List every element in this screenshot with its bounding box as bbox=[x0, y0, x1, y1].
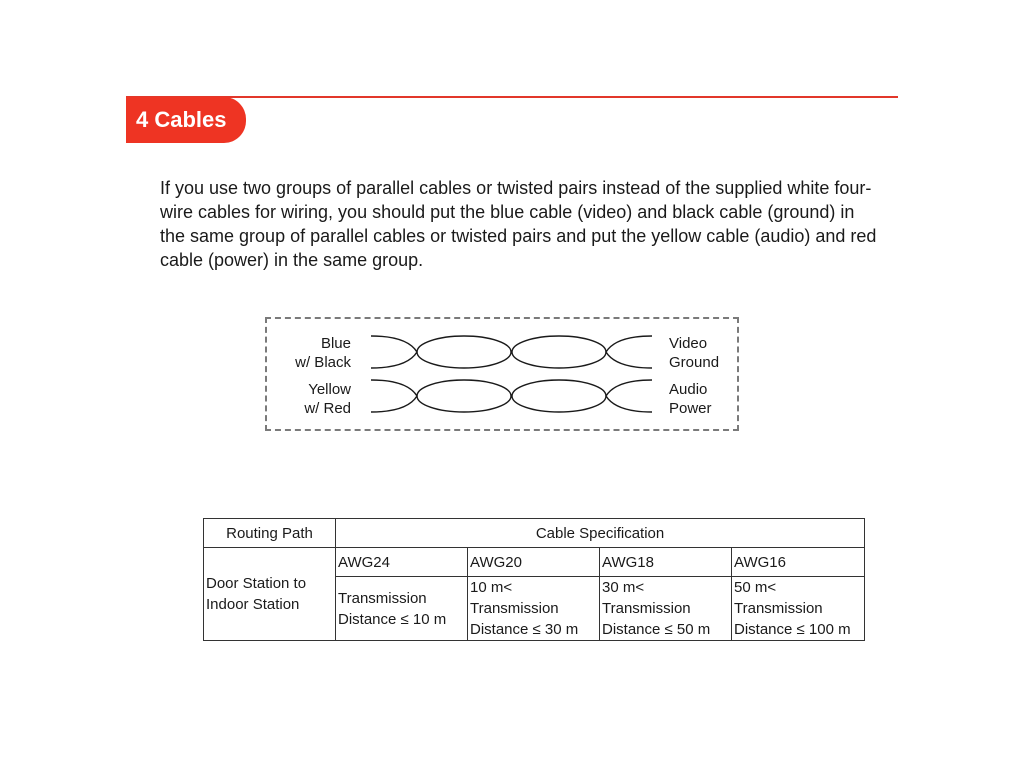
distance-cell: Transmission Distance ≤ 10 m bbox=[336, 577, 468, 641]
gauge-cell: AWG20 bbox=[468, 548, 600, 577]
gauge-cell: AWG18 bbox=[600, 548, 732, 577]
pair2-right-label: Audio Power bbox=[669, 381, 712, 417]
routing-path-cell: Door Station to Indoor Station bbox=[204, 548, 336, 641]
gauge-cell: AWG24 bbox=[336, 548, 468, 577]
pair1-twist-1 bbox=[417, 336, 511, 368]
instruction-paragraph: If you use two groups of parallel cables or twisted pairs instead of the supplied white four-wire cables for wiring, you should put the blue cable (video) and black cable (ground) in the same group of parallel cables or twisted pairs and put the yellow cable (audio) and red cable (power) in the same group. bbox=[160, 178, 877, 270]
pair2-twist-2 bbox=[512, 380, 606, 412]
header-routing-path: Routing Path bbox=[204, 519, 336, 548]
pair2-twist-1 bbox=[417, 380, 511, 412]
pair2-left-label: Yellow w/ Red bbox=[304, 381, 351, 417]
distance-cell: 30 m< Transmission Distance ≤ 50 m bbox=[600, 577, 732, 641]
pair1-right-curve bbox=[606, 336, 652, 368]
distance-cell: 50 m< Transmission Distance ≤ 100 m bbox=[732, 577, 865, 641]
twisted-pair-diagram bbox=[265, 317, 739, 431]
cable-spec-table bbox=[203, 518, 865, 641]
section-heading: 4 Cables bbox=[126, 97, 246, 143]
pair1-left-label: Blue w/ Black bbox=[295, 335, 351, 371]
pair2-left-curve bbox=[371, 380, 417, 412]
gauge-cell: AWG16 bbox=[732, 548, 865, 577]
header-cable-spec: Cable Specification bbox=[336, 519, 865, 548]
section-divider-line bbox=[126, 96, 898, 98]
pair1-left-curve bbox=[371, 336, 417, 368]
pair1-right-label: Video Ground bbox=[669, 335, 720, 371]
pair1-twist-2 bbox=[512, 336, 606, 368]
pair2-right-curve bbox=[606, 380, 652, 412]
table-header-row bbox=[204, 519, 865, 548]
table-row bbox=[204, 548, 865, 577]
distance-cell: 10 m< Transmission Distance ≤ 30 m bbox=[468, 577, 600, 641]
